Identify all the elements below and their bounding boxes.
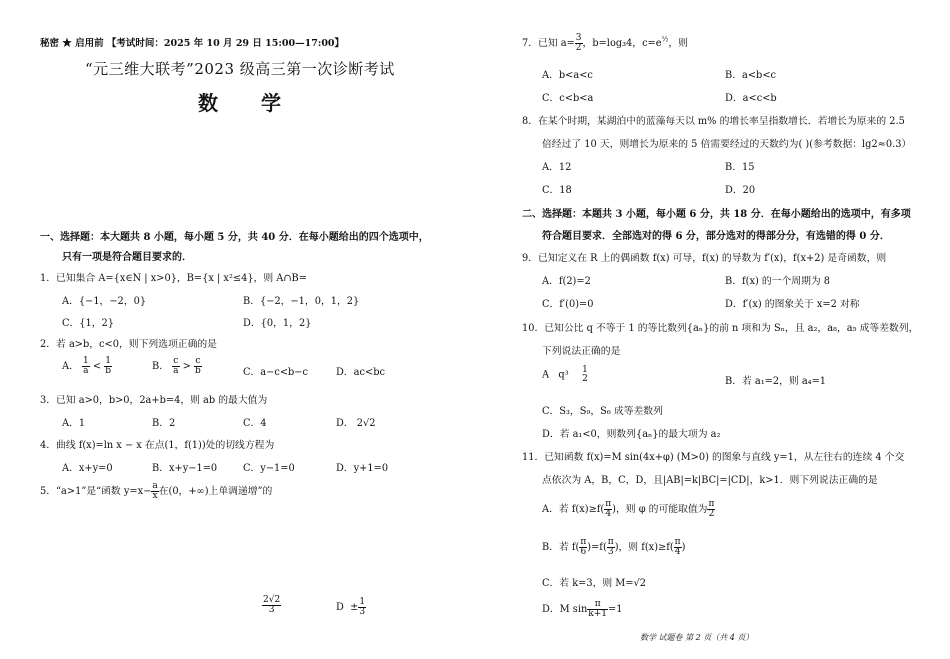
q11-option-c: C．若 k=3，则 M=√2 bbox=[542, 578, 647, 589]
q11-option-d: D．M sin $\frac{\pi}{k+1}$ =1 bbox=[542, 599, 623, 619]
q10-stem-cont: 下列说法正确的是 bbox=[542, 346, 621, 357]
q4-stem: 4．曲线 f(x)=ln x − x 在点(1，f(1))处的切线方程为 bbox=[40, 440, 275, 451]
q4-option-d: D．y+1=0 bbox=[336, 463, 389, 474]
q3-option-c: C．4 bbox=[243, 418, 267, 429]
q7-option-c: C．c<b<a bbox=[542, 93, 594, 104]
q3-stem: 3．已知 a>0，b>0，2a+b=4，则 ab 的最大值为 bbox=[40, 395, 268, 406]
q3-option-a: A．1 bbox=[62, 418, 86, 429]
q11-option-a: A．若 f(x)≥f( $\frac{\pi}{4}$ )，则 φ 的可能取值为 $\frac{\pi}{2}$ bbox=[542, 499, 715, 519]
q5-stem: 5．“a>1”是“函数 y=x− $\frac{a}{x}$ 在(0，+∞)上单调递增”的 bbox=[40, 481, 273, 501]
q10-stem: 10．已知公比 q 不等于 1 的等比数列{aₙ}的前 n 项和为 Sₙ，且 a₂，a₈，a₅ 成等差数列， bbox=[522, 323, 919, 334]
section1-heading-cont: 只有一项是符合题目要求的． bbox=[62, 252, 192, 263]
q11-option-b: B．若 f( $\frac{\pi}{6}$ )=f( $\frac{\pi}{3}$ )，则 f(x)≥f( $\frac{\pi}{4}$ ) bbox=[542, 537, 686, 557]
q10-option-b: B．若 a₁=2，则 a₄=1 bbox=[725, 376, 827, 387]
q8-stem-cont: 倍经过了 10 天，则增长为原来的 5 倍需要经过的天数约为( )(参考数据：lg2≈0.3） bbox=[542, 139, 912, 150]
q10-option-a: A q³ 1 2 bbox=[542, 365, 588, 384]
q8-option-d: D．20 bbox=[725, 185, 756, 196]
q10-option-d: D．若 a₁<0，则数列{aₙ}的最大项为 a₂ bbox=[542, 429, 721, 440]
section2-heading-cont: 符合题目要求．全部选对的得 6 分，部分选对的得部分分，有选错的得 0 分． bbox=[542, 231, 890, 242]
q8-option-a: A．12 bbox=[542, 162, 572, 173]
q1-option-d: D．{0，1，2} bbox=[243, 318, 312, 329]
q7-option-a: A．b<a<c bbox=[542, 70, 593, 81]
q2-option-d: D．ac<bc bbox=[336, 367, 385, 378]
q9-stem: 9．已知定义在 R 上的偶函数 f(x) 可导，f(x) 的导数为 f′(x)，f(x+2) 是奇函数，则 bbox=[522, 253, 887, 264]
q6-option-fraction: $\frac{2√2}{3}$ bbox=[263, 595, 281, 615]
q2-option-b: B． $\frac{c}{a}$ > $\frac{c}{b}$ bbox=[152, 356, 201, 376]
q8-option-c: C．18 bbox=[542, 185, 572, 196]
q4-option-c: C．y−1=0 bbox=[243, 463, 295, 474]
q8-option-b: B．15 bbox=[725, 162, 755, 173]
exam-secret-line: 秘密 ★ 启用前 【考试时间：2025 年 10 月 29 日 15:00—17:00】 bbox=[40, 38, 345, 49]
q2-stem: 2．若 a>b，c<0，则下列选项正确的是 bbox=[40, 339, 217, 350]
section2-heading: 二、选择题：本题共 3 小题，每小题 6 分，共 18 分．在每小题给出的选项中，有多项 bbox=[522, 209, 911, 220]
page-footer: 数学 试题卷 第 2 页（共 4 页） bbox=[640, 633, 754, 642]
q4-option-a: A．x+y=0 bbox=[62, 463, 113, 474]
q2-option-c: C．a−c<b−c bbox=[243, 367, 309, 378]
section1-heading: 一、选择题：本大题共 8 小题，每小题 5 分，共 40 分．在每小题给出的四个选项中， bbox=[40, 232, 429, 243]
q1-option-b: B．{−2，−1，0，1，2} bbox=[243, 296, 360, 307]
q6-option-d: D ± $\frac{1}{3}$ bbox=[336, 597, 366, 617]
q9-option-a: A．f(2)=2 bbox=[542, 276, 591, 287]
q7-option-d: D．a<c<b bbox=[725, 93, 777, 104]
q11-stem-cont: 点依次为 A，B，C，D，且|AB|=k|BC|=|CD|，k>1．则下列说法正确的是 bbox=[542, 475, 878, 486]
q9-option-b: B．f(x) 的一个周期为 8 bbox=[725, 276, 831, 287]
q7-stem: 7．已知 a= $\frac{3}{2}$ ，b=log₃4，$c=e^{\frac{1}{2}}$，则 bbox=[522, 33, 688, 53]
q9-option-c: C．f′(0)=0 bbox=[542, 299, 594, 310]
exam-title: “元三维大联考”2023 级高三第一次诊断考试 bbox=[85, 60, 395, 78]
q1-option-c: C．{1，2} bbox=[62, 318, 115, 329]
q10-option-c: C．S₃，S₉，S₆ 成等差数列 bbox=[542, 406, 663, 417]
q1-option-a: A．{−1，−2，0} bbox=[62, 296, 147, 307]
q3-option-d: D． 2√2 bbox=[336, 418, 376, 429]
q9-option-d: D．f′(x) 的图象关于 x=2 对称 bbox=[725, 299, 860, 310]
subject-title: 数 学 bbox=[198, 91, 299, 115]
q2-option-a: A． $\frac{1}{a}$ < $\frac{1}{b}$ bbox=[62, 356, 111, 376]
q8-stem: 8．在某个时期，某湖泊中的蓝藻每天以 m% 的增长率呈指数增长．若增长为原来的 2.5 bbox=[522, 116, 905, 127]
q1-stem: 1．已知集合 A={x∈N | x>0}，B={x | x²≤4}，则 A∩B= bbox=[40, 273, 307, 284]
q4-option-b: B．x+y−1=0 bbox=[152, 463, 218, 474]
q11-stem: 11．已知函数 f(x)=M sin(4x+φ) (M>0) 的图象与直线 y=1，从左往右的连续 4 个交 bbox=[522, 452, 905, 463]
q3-option-b: B．2 bbox=[152, 418, 176, 429]
q7-option-b: B．a<b<c bbox=[725, 70, 777, 81]
